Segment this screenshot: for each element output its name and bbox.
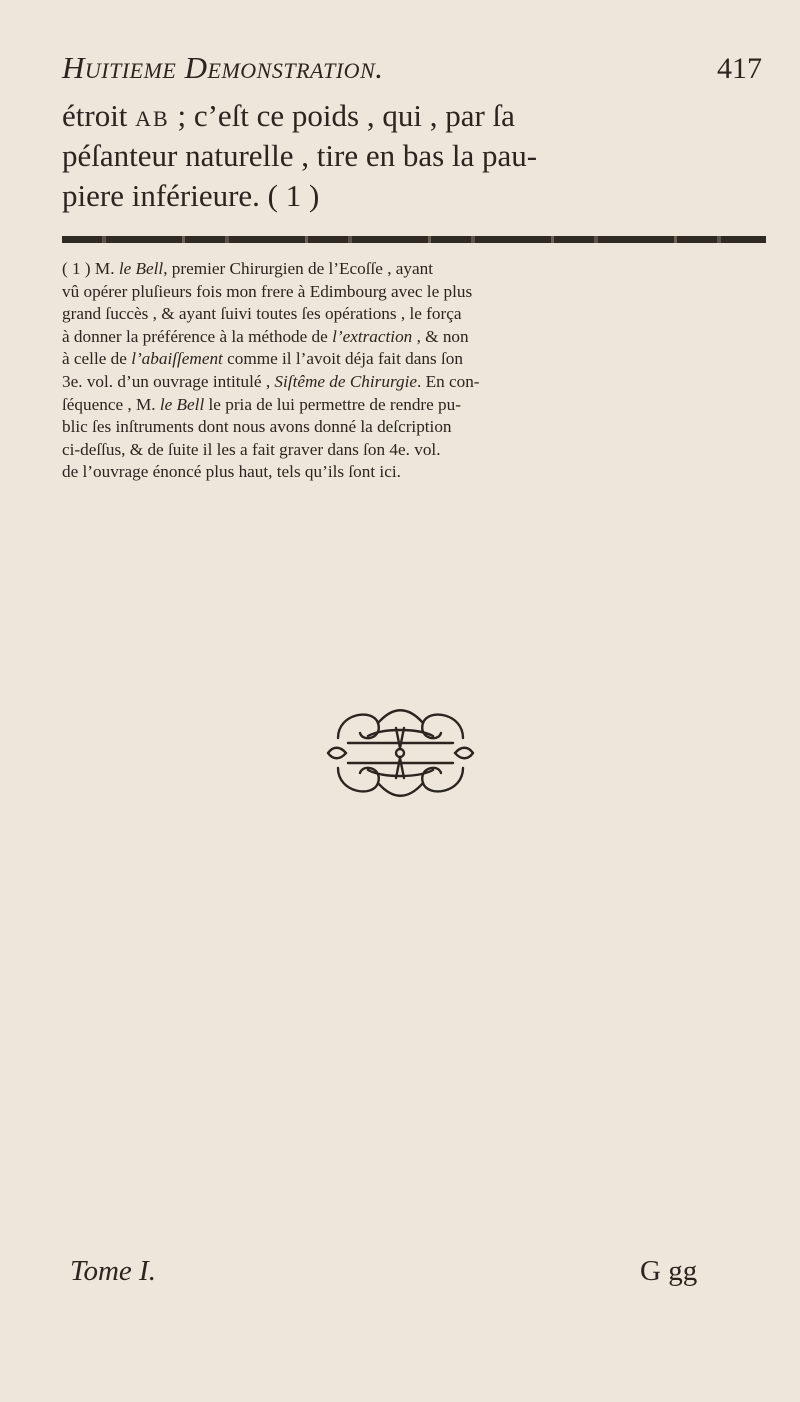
footnote-text: , & non (412, 326, 469, 346)
footnote-italic: le Bell (118, 259, 164, 278)
body-line (62, 96, 762, 136)
tome-label: Tome I. (70, 1255, 156, 1287)
body-paragraph (62, 96, 762, 216)
figure-letters: ab (135, 98, 170, 133)
footnote-line (62, 439, 768, 462)
running-title: Huitieme Demonstration. (62, 50, 384, 85)
page-header (62, 50, 762, 86)
body-line: piere inférieure. ( 1 ) (62, 178, 320, 213)
footnote-line (62, 371, 768, 394)
footnote-text: le pria de lui permettre de rendre pu- (204, 394, 461, 414)
footnote-text: blic ſes inſtruments dont nous avons donné la deſcription (62, 417, 452, 437)
signature-mark: G gg (640, 1255, 698, 1287)
footnote-text: ci-deſſus, & de ſuite il les a fait graver dans ſon 4e. vol. (62, 439, 441, 459)
footnote-line (62, 303, 768, 326)
footnote-line (62, 326, 768, 349)
footnote-line (62, 416, 768, 439)
footnote-line (62, 258, 768, 281)
body-text-segment: étroit (62, 98, 136, 133)
footnote-text: vû opérer pluſieurs fois mon frere à Edimbourg avec le plus (62, 281, 473, 301)
footnote (62, 258, 768, 484)
footnote-line (62, 461, 768, 484)
page-number: 417 (717, 52, 762, 85)
footnote-line (62, 281, 768, 304)
footnote-text: de l’ouvrage énoncé plus haut, tels qu’ils ſont ici. (62, 462, 401, 482)
body-text-segment: ; c’eſt ce poids , qui , par ſa (169, 98, 515, 133)
footnote-text: ſéquence , M. (62, 394, 160, 414)
footnote-rule (62, 236, 766, 243)
footnote-italic: l’abaiſſement (131, 349, 223, 369)
footnote-text: à celle de (62, 349, 132, 369)
footnote-line (62, 394, 768, 417)
footnote-line (62, 348, 768, 371)
footnote-italic: le Bell (159, 394, 205, 414)
footnote-text: 3e. vol. d’un ouvrage intitulé , (62, 371, 275, 391)
footnote-text: comme il l’avoit déja fait dans ſon (222, 349, 463, 369)
footnote-text: à donner la préférence à la méthode de (62, 326, 333, 346)
fleuron-ornament-icon (318, 698, 483, 808)
footnote-text: . En con- (417, 371, 480, 391)
footnote-text: grand ſuccès , & ayant ſuivi toutes ſes opérations , le força (62, 304, 462, 324)
footnote-italic: Siſtême de Chirurgie (274, 371, 417, 391)
footnote-text: ( 1 ) M. (62, 259, 119, 278)
footnote-italic: l’extraction (332, 326, 413, 346)
body-line: péſanteur naturelle , tire en bas la pau- (62, 138, 538, 173)
footnote-text: , premier Chirurgien de l’Ecoſſe , ayant (163, 259, 434, 278)
